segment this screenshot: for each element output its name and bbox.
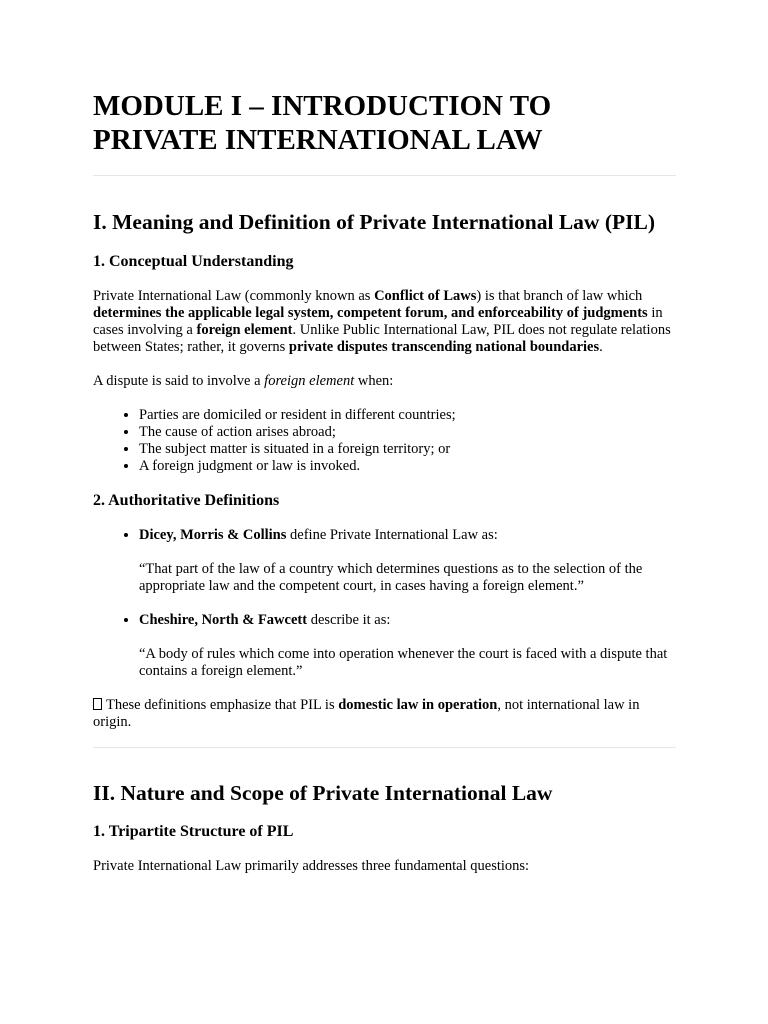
cheshire-quote: “A body of rules which come into operation whenever the court is faced with a dispute that contains a foreign element.” [139, 646, 668, 679]
tripartite-heading: 1. Tripartite Structure of PIL [93, 823, 294, 840]
definitions-list-2 [93, 612, 675, 629]
page-title: MODULE I – INTRODUCTION TO PRIVATE INTERNATIONAL LAW [93, 90, 552, 156]
conceptual-understanding-heading: 1. Conceptual Understanding [93, 253, 294, 270]
section-2-heading: II. Nature and Scope of Private International Law [93, 781, 553, 805]
foreign-element-intro: A dispute is said to involve a foreign element when: [93, 373, 394, 389]
dicey-quote: “That part of the law of a country which determines questions as to the selection of the appropriate law and the competent court, in cases having a foreign element.” [139, 561, 643, 594]
list-item: • Parties are domiciled or resident in different countries; [139, 407, 675, 424]
missing-glyph-icon [93, 698, 102, 710]
tripartite-intro: Private International Law primarily addresses three fundamental questions: [93, 858, 530, 874]
list-item: • A foreign judgment or law is invoked. [139, 458, 675, 475]
section-1-heading: I. Meaning and Definition of Private International Law (PIL) [93, 210, 655, 234]
authoritative-definitions-heading: 2. Authoritative Definitions [93, 492, 280, 509]
conceptual-paragraph: Private International Law (commonly known as Conflict of Laws) is that branch of law which determines the applicable legal system, competent forum, and enforceability of judgments in cases involving a foreign element. Unlike Public International Law, PIL does not regulate relations between States; rather, it governs private disputes transcending national boundaries. [93, 288, 671, 355]
list-item: • The cause of action arises abroad; [139, 424, 675, 441]
foreign-element-list [93, 407, 675, 475]
definitions-list-1 [93, 527, 675, 544]
definitions-note: These definitions emphasize that PIL is domestic law in operation, not international law in origin. [93, 697, 640, 730]
list-item: • The subject matter is situated in a foreign territory; or [139, 441, 675, 458]
list-item: • Cheshire, North & Fawcett describe it as: [139, 612, 675, 629]
list-item: • Dicey, Morris & Collins define Private International Law as: [139, 527, 675, 544]
